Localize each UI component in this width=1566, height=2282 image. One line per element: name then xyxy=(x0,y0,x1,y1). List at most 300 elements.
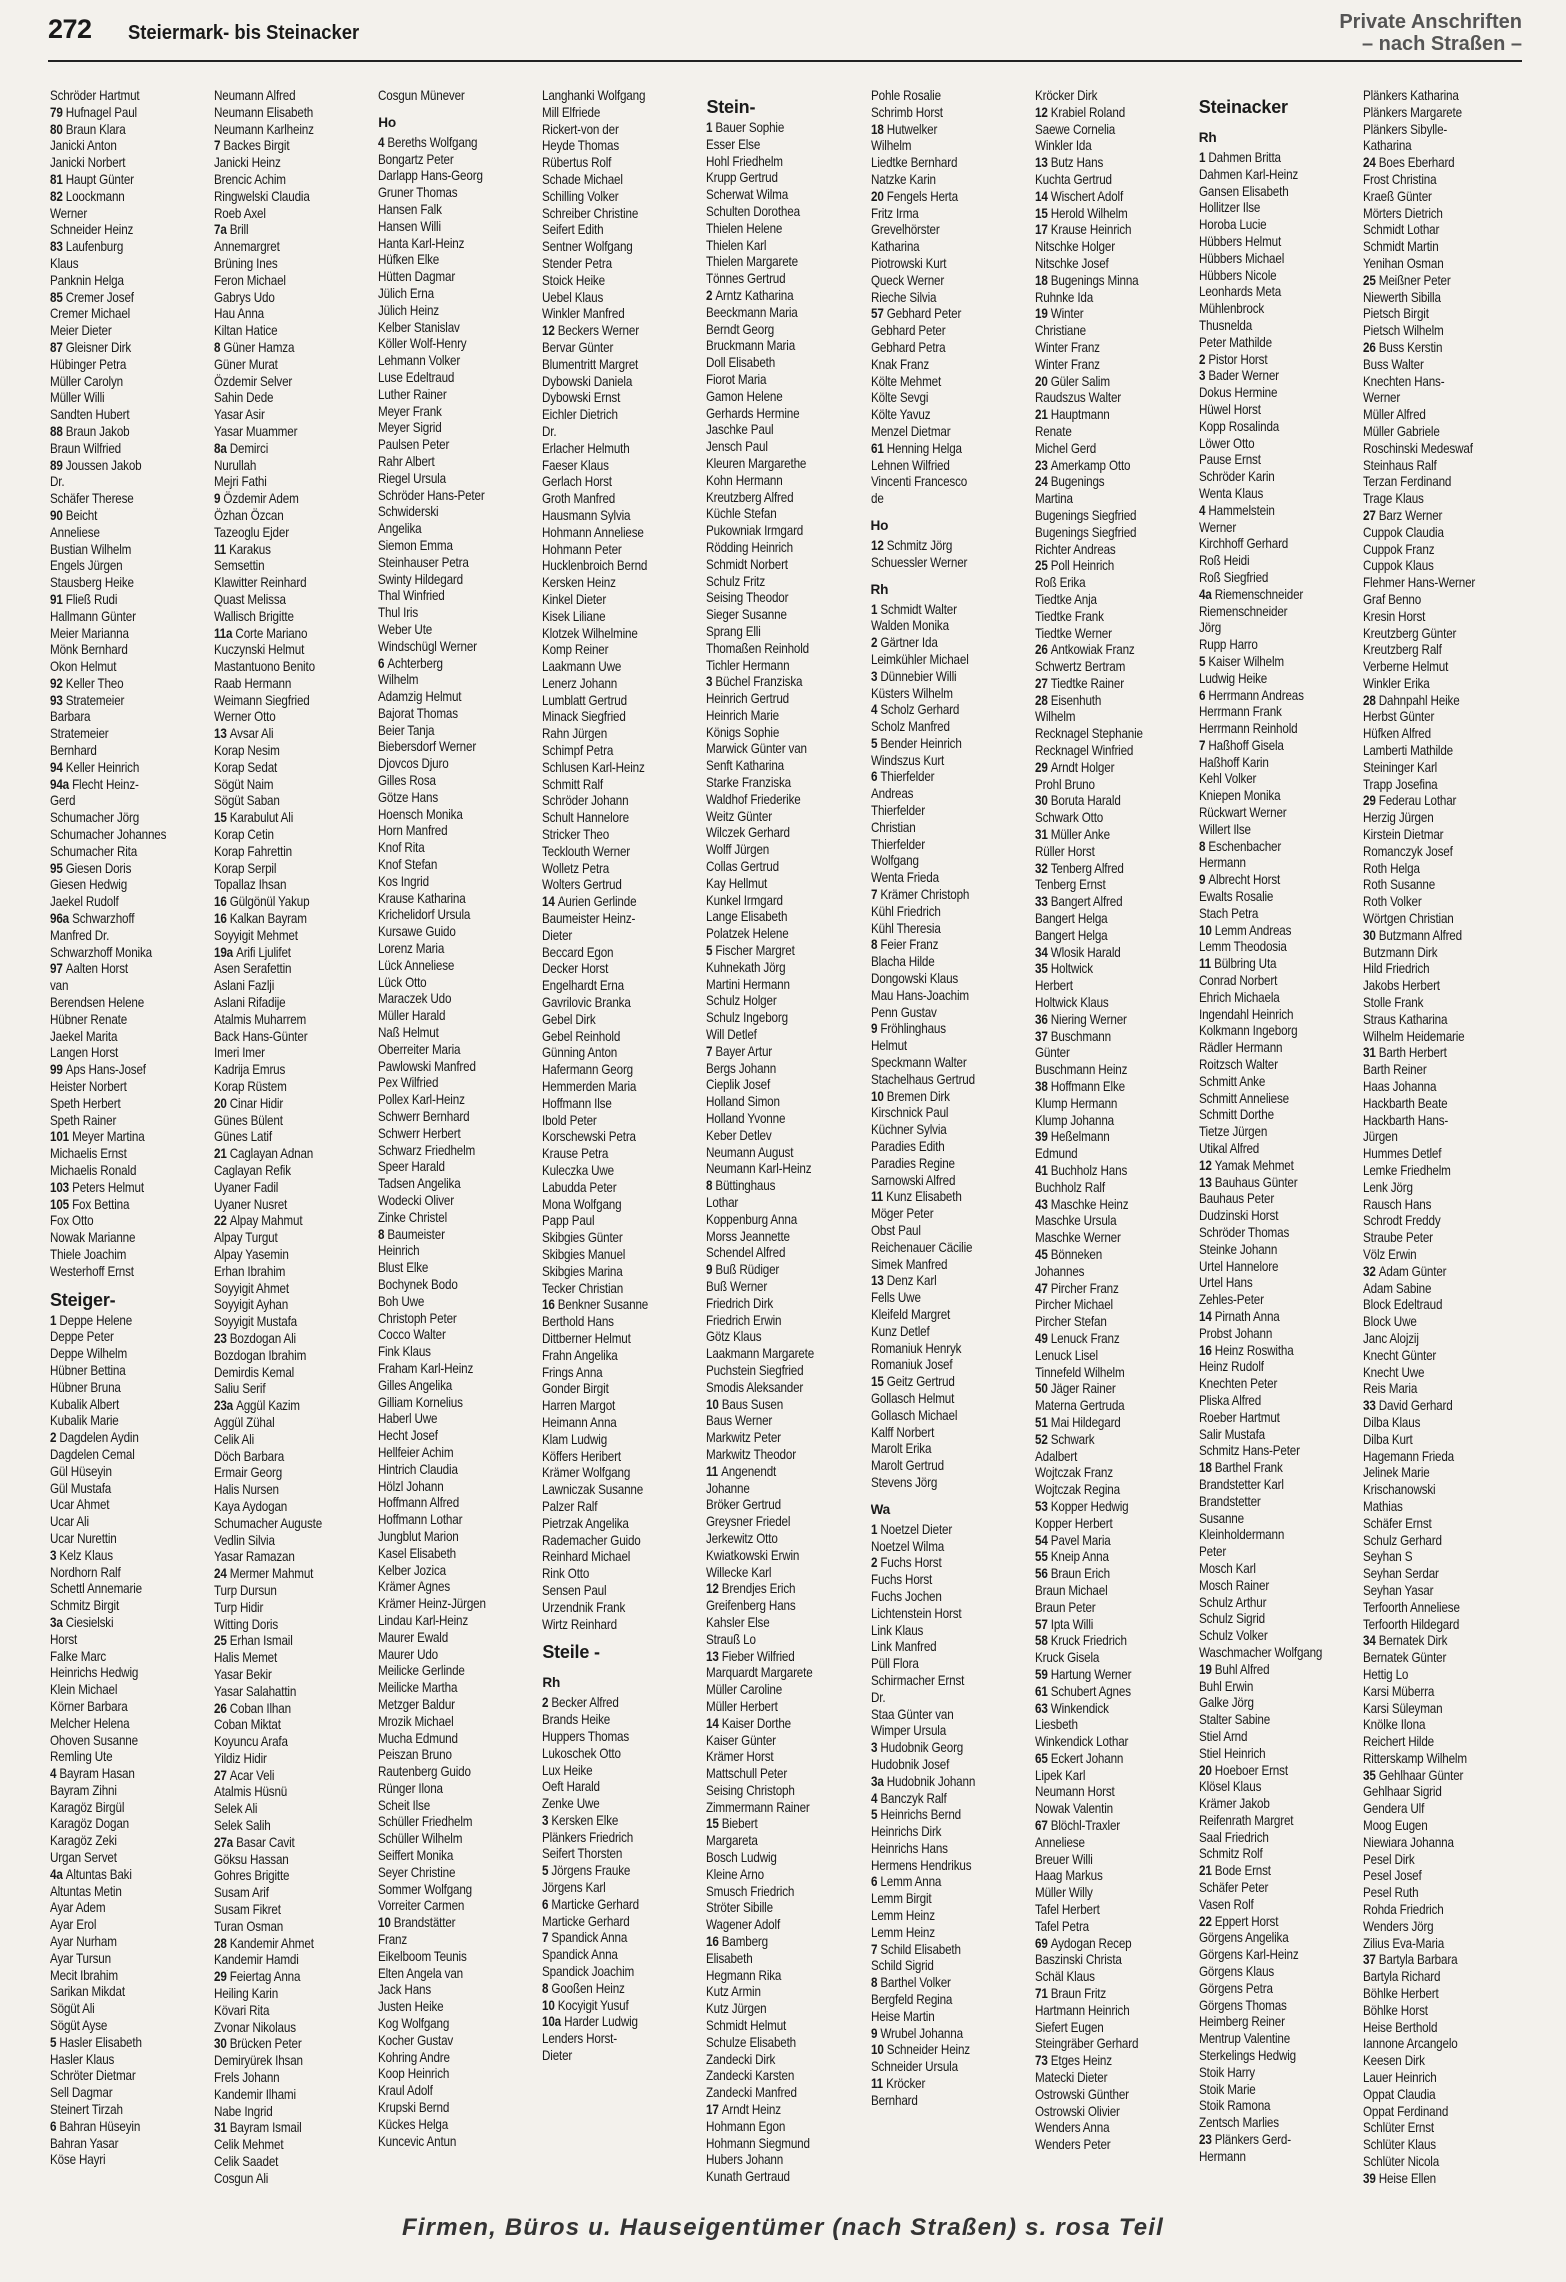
resident-entry: Haas Johanna xyxy=(1362,1079,1437,1095)
resident-entry: Bergfeld Regina xyxy=(870,1992,952,2008)
resident-entry: Kühl Theresia xyxy=(870,920,941,936)
resident-entry: Johannes xyxy=(1034,1263,1084,1279)
resident-entry: Schumacher Rita xyxy=(50,843,138,859)
resident-entry: Werner xyxy=(50,205,88,221)
resident-entry: Papp Paul xyxy=(542,1213,595,1229)
resident-entry: Frels Johann xyxy=(214,2070,280,2086)
resident-entry: Feron Michael xyxy=(214,272,286,288)
resident-entry: Mona Wolfgang xyxy=(542,1196,622,1212)
resident-entry: Aslani Rifadije xyxy=(214,995,286,1011)
district-heading: Rh xyxy=(1198,130,1217,145)
resident-entry: Franz xyxy=(378,1932,408,1948)
resident-entry: 4a Riemenschneider xyxy=(1198,586,1303,602)
resident-entry: Anneliese xyxy=(1034,1834,1085,1850)
resident-entry: Marwick Günter van xyxy=(706,741,808,757)
resident-entry: Beeckmann Maria xyxy=(706,304,799,320)
resident-entry: Heimberg Reiner xyxy=(1198,2014,1285,2030)
resident-entry: Yasar Ramazan xyxy=(214,1549,295,1565)
resident-entry: Schröder Hartmut xyxy=(50,88,140,103)
resident-entry: Sahin Dede xyxy=(214,390,274,406)
resident-entry: Wenta Klaus xyxy=(1198,485,1263,501)
resident-entry: Sentner Wolfgang xyxy=(542,239,633,255)
resident-entry: Alpay Yasemin xyxy=(214,1246,289,1262)
resident-entry: Ludwig Heike xyxy=(1198,670,1267,686)
resident-entry: Terfoorth Hildegard xyxy=(1362,1616,1460,1632)
resident-entry: Thul Iris xyxy=(378,605,419,621)
resident-entry: Krämer Jakob xyxy=(1198,1796,1270,1812)
resident-entry: Sögüt Ayse xyxy=(50,2018,108,2034)
resident-entry: Heyde Thomas xyxy=(542,138,620,154)
resident-entry: 16 Gülgönül Yakup xyxy=(214,894,310,910)
resident-entry: Lück Anneliese xyxy=(378,957,455,973)
resident-entry: Özhan Özcan xyxy=(214,507,284,523)
resident-entry: Pircher Stefan xyxy=(1034,1314,1107,1330)
resident-entry: Saliu Serif xyxy=(214,1381,266,1397)
resident-entry: Gerd xyxy=(50,793,76,809)
resident-entry: Langen Horst xyxy=(50,1045,119,1061)
resident-entry: Jörgens Karl xyxy=(542,1880,606,1896)
resident-entry: Buß Werner xyxy=(706,1278,768,1294)
resident-entry: Stach Petra xyxy=(1198,905,1258,921)
resident-entry: Mejri Fathi xyxy=(214,474,267,490)
resident-entry: Smodis Aleksander xyxy=(706,1379,804,1395)
resident-entry: Zehles-Peter xyxy=(1198,1292,1264,1308)
resident-entry: Schmitz Rolf xyxy=(1198,1846,1263,1862)
resident-entry: Schettl Annemarie xyxy=(50,1581,142,1597)
resident-entry: Seifert Edith xyxy=(542,222,604,238)
resident-entry: Roth Volker xyxy=(1362,894,1422,910)
resident-entry: 83 Laufenburg xyxy=(50,239,124,255)
resident-entry: Schwertz Bertram xyxy=(1034,659,1125,675)
resident-entry: Ostrowski Günther xyxy=(1034,2086,1129,2102)
resident-entry: 14 Kaiser Dorthe xyxy=(706,1715,792,1731)
directory-column xyxy=(542,88,704,2188)
resident-entry: Pohle Rosalie xyxy=(870,88,941,103)
resident-entry: Gehlhaar Sigrid xyxy=(1362,1784,1442,1800)
resident-entry: Zandecki Karsten xyxy=(706,2068,795,2084)
resident-entry: Roeb Axel xyxy=(214,205,266,221)
resident-entry: Annemargret xyxy=(214,239,280,255)
resident-entry: Kahsler Else xyxy=(706,1614,771,1630)
resident-entry: Schlüter Ernst xyxy=(1362,2120,1434,2136)
resident-entry: Cocco Walter xyxy=(378,1327,446,1343)
resident-entry: Müller Alfred xyxy=(1362,407,1426,423)
resident-entry: Hackbarth Beate xyxy=(1362,1095,1448,1111)
resident-entry: 33 David Gerhard xyxy=(1362,1398,1453,1414)
resident-entry: Bergs Johann xyxy=(706,1060,777,1076)
resident-entry: Mönk Bernhard xyxy=(50,642,128,658)
resident-entry: 103 Peters Helmut xyxy=(50,1179,144,1195)
resident-entry: 21 Caglayan Adnan xyxy=(214,1146,314,1162)
resident-entry: Gebhard Petra xyxy=(870,339,946,355)
resident-entry: Schröder Hans-Peter xyxy=(378,487,485,503)
resident-entry: 29 Feiertag Anna xyxy=(214,1969,301,1985)
resident-entry: 4 Bereths Wolfgang xyxy=(378,134,478,150)
resident-entry: Sandten Hubert xyxy=(50,407,130,423)
resident-entry: Winter Franz xyxy=(1034,356,1100,372)
resident-entry: Lauer Heinrich xyxy=(1362,2070,1437,2086)
resident-entry: Gül Mustafa xyxy=(50,1480,112,1496)
resident-entry: Vedlin Silvia xyxy=(214,1532,275,1548)
resident-entry: Bernatek Günter xyxy=(1362,1650,1447,1666)
resident-entry: Schäfer Peter xyxy=(1198,1880,1269,1896)
resident-entry: Dybowski Daniela xyxy=(542,373,633,389)
resident-entry: Hasler Klaus xyxy=(50,2051,115,2067)
resident-entry: 11 Angenendt xyxy=(706,1463,777,1479)
resident-entry: Bozdogan Ibrahim xyxy=(214,1347,307,1363)
resident-entry: Bangert Helga xyxy=(1034,911,1108,927)
resident-entry: 93 Stratemeier xyxy=(50,692,125,708)
footer-note: Firmen, Büros u. Hauseigentümer (nach Straßen) s. rosa Teil xyxy=(401,2214,1165,2241)
resident-entry: Uyaner Fadil xyxy=(214,1179,279,1195)
resident-entry: Kutz Armin xyxy=(706,1984,762,2000)
resident-entry: Dr. xyxy=(542,423,557,439)
resident-entry: 13 Bauhaus Günter xyxy=(1198,1174,1298,1190)
resident-entry: Neumann August xyxy=(706,1144,794,1160)
resident-entry: Schmitz Hans-Peter xyxy=(1198,1443,1300,1459)
resident-entry: Müller Herbert xyxy=(706,1698,779,1714)
resident-entry: Sell Dagmar xyxy=(50,2085,113,2101)
resident-entry: Klawitter Reinhard xyxy=(214,575,307,591)
resident-entry: Krämer Horst xyxy=(706,1749,774,1765)
resident-entry: 39 Heise Ellen xyxy=(1362,2170,1436,2186)
resident-entry: Atalmis Hüsnü xyxy=(214,1784,288,1800)
resident-entry: Urtel Hannelore xyxy=(1198,1258,1279,1274)
resident-entry: Lange Elisabeth xyxy=(706,909,788,925)
resident-entry: Fraham Karl-Heinz xyxy=(378,1360,474,1376)
resident-entry: Scheit Ilse xyxy=(378,1797,431,1813)
resident-entry: Korschewski Petra xyxy=(542,1129,637,1145)
resident-entry: Johanne xyxy=(706,1480,751,1496)
resident-entry: 10 Bremen Dirk xyxy=(870,1088,950,1104)
resident-entry: Markwitz Peter xyxy=(706,1430,782,1446)
resident-entry: Thiele Joachim xyxy=(50,1246,127,1262)
resident-entry: Yasar Muammer xyxy=(214,423,298,439)
resident-entry: 54 Pavel Maria xyxy=(1034,1532,1111,1548)
resident-entry: Hollitzer Ilse xyxy=(1198,200,1261,216)
resident-entry: Topallaz Ihsan xyxy=(214,877,287,893)
resident-entry: Steinke Johann xyxy=(1198,1241,1277,1257)
resident-entry: Winkler Manfred xyxy=(542,306,625,322)
resident-entry: 55 Kneip Anna xyxy=(1034,1549,1109,1565)
resident-entry: Hucklenbroich Bernd xyxy=(542,558,648,574)
resident-entry: Salir Mustafa xyxy=(1198,1426,1265,1442)
resident-entry: Meier Dieter xyxy=(50,323,112,339)
resident-entry: Hemmerden Maria xyxy=(542,1079,637,1095)
resident-entry: 10 Lemm Andreas xyxy=(1198,922,1292,938)
resident-entry: Müller Harald xyxy=(378,1008,446,1024)
resident-entry: Küsters Wilhelm xyxy=(870,685,953,701)
resident-entry: Bernhard xyxy=(50,743,97,759)
resident-entry: Groth Manfred xyxy=(542,491,616,507)
resident-entry: Götz Klaus xyxy=(706,1329,762,1345)
resident-entry: Roth Susanne xyxy=(1362,877,1435,893)
resident-entry: Schüller Friedhelm xyxy=(378,1814,473,1830)
resident-entry: Heinrich xyxy=(378,1243,420,1259)
resident-entry: 61 Henning Helga xyxy=(870,440,962,456)
resident-entry: de xyxy=(870,491,884,507)
resident-entry: Hausmann Sylvia xyxy=(542,507,631,523)
resident-entry: Liesbeth xyxy=(1034,1717,1078,1733)
resident-entry: Berthold Hans xyxy=(542,1314,615,1330)
resident-entry: Adam Sabine xyxy=(1362,1280,1432,1296)
resident-entry: 6 Bahran Hüseyin xyxy=(50,2118,141,2134)
resident-entry: Hübner Bruna xyxy=(50,1379,121,1395)
resident-entry: Noetzel Wilma xyxy=(870,1538,944,1554)
resident-entry: Herzig Jürgen xyxy=(1362,810,1434,826)
resident-entry: Blumentritt Margret xyxy=(542,356,639,372)
resident-entry: 17 Arndt Heinz xyxy=(706,2102,782,2118)
section-label-line2: – nach Straßen – xyxy=(1361,33,1522,55)
resident-entry: Hild Friedrich xyxy=(1362,961,1430,977)
resident-entry: Dahmen Karl-Heinz xyxy=(1198,166,1298,182)
district-heading: Rh xyxy=(870,581,889,597)
resident-entry: Gamon Helene xyxy=(706,388,784,404)
resident-entry: Lenuck Lisel xyxy=(1034,1347,1098,1363)
resident-entry: Schulz Ingeborg xyxy=(706,1010,789,1026)
resident-entry: 43 Maschke Heinz xyxy=(1034,1196,1129,1212)
resident-entry: Hübbers Nicole xyxy=(1198,267,1277,283)
resident-entry: 5 Hasler Elisabeth xyxy=(50,2034,142,2050)
resident-entry: Görgens Thomas xyxy=(1198,1997,1287,2013)
resident-entry: Gilliam Kornelius xyxy=(378,1394,464,1410)
resident-entry: Gül Hüseyin xyxy=(50,1463,112,1479)
resident-entry: Lück Otto xyxy=(378,974,427,990)
resident-entry: Roß Heidi xyxy=(1198,553,1250,569)
resident-entry: 11 Karakus xyxy=(214,541,271,557)
resident-entry: Mau Hans-Joachim xyxy=(870,987,969,1003)
resident-entry: 7 Bayer Artur xyxy=(706,1043,773,1059)
resident-entry: 9 Özdemir Adem xyxy=(214,491,299,507)
resident-entry: Pircher Michael xyxy=(1034,1297,1113,1313)
resident-entry: 28 Eisenhuth xyxy=(1034,692,1101,708)
resident-entry: Koppenburg Anna xyxy=(706,1211,798,1227)
resident-entry: Rübertus Rolf xyxy=(542,155,612,171)
resident-entry: 17 Krause Heinrich xyxy=(1034,222,1132,238)
resident-entry: 52 Schwark xyxy=(1034,1431,1095,1447)
resident-entry: Bongartz Peter xyxy=(378,151,454,167)
resident-entry: 27 Acar Veli xyxy=(214,1767,275,1783)
resident-entry: 85 Cremer Josef xyxy=(50,289,134,305)
resident-entry: 50 Jäger Rainer xyxy=(1034,1381,1116,1397)
resident-entry: 19 Winter xyxy=(1034,306,1084,322)
resident-entry: Rickert-von der xyxy=(542,121,620,137)
resident-entry: Knof Rita xyxy=(378,840,425,856)
resident-entry: Cieplik Josef xyxy=(706,1077,771,1093)
section-label xyxy=(1339,11,1522,55)
resident-entry: Gilles Rosa xyxy=(378,773,437,789)
resident-entry: 1 Noetzel Dieter xyxy=(870,1521,952,1537)
resident-entry: Krause Petra xyxy=(542,1146,609,1162)
resident-entry: Prohl Bruno xyxy=(1034,776,1095,792)
resident-entry: Lipek Karl xyxy=(1034,1767,1085,1783)
resident-entry: Müller Carolyn xyxy=(50,373,123,389)
resident-entry: Böhlke Horst xyxy=(1362,2002,1428,2018)
resident-entry: Karsi Müberra xyxy=(1362,1683,1435,1699)
resident-entry: Kubalik Albert xyxy=(50,1396,120,1412)
resident-entry: Gavrilovic Branka xyxy=(542,995,632,1011)
resident-entry: Ingendahl Heinrich xyxy=(1198,1006,1294,1022)
resident-entry: Dittberner Helmut xyxy=(542,1330,632,1346)
resident-entry: 9 Wrubel Johanna xyxy=(870,2025,963,2041)
resident-entry: Thal Winfried xyxy=(378,588,445,604)
resident-entry: Haberl Uwe xyxy=(378,1411,438,1427)
street-heading: Steiger- xyxy=(50,1289,116,1310)
resident-entry: Dudzinski Horst xyxy=(1198,1208,1279,1224)
resident-entry: Link Klaus xyxy=(870,1622,923,1638)
resident-entry: Pex Wilfried xyxy=(378,1075,439,1091)
resident-entry: Yasar Bekir xyxy=(214,1666,272,1682)
resident-entry: Soyyigit Ahmet xyxy=(214,1280,290,1296)
resident-entry: Kursawe Guido xyxy=(378,924,456,940)
resident-entry: Djovcos Djuro xyxy=(378,756,449,772)
resident-entry: 7 Krämer Christoph xyxy=(870,887,969,903)
resident-entry: Wojtczak Franz xyxy=(1034,1465,1113,1481)
resident-entry: Seyhan Serdar xyxy=(1362,1566,1439,1582)
resident-entry: Jörg xyxy=(1198,620,1221,636)
resident-entry: Schilling Volker xyxy=(542,188,619,204)
resident-entry: 18 Barthel Frank xyxy=(1198,1460,1283,1476)
resident-entry: Schlusen Karl-Heinz xyxy=(542,759,645,775)
resident-entry: Skibgies Marina xyxy=(542,1263,623,1279)
resident-entry: Kuchta Gertrud xyxy=(1034,171,1112,187)
resident-entry: Niewerth Sibilla xyxy=(1362,289,1441,305)
resident-entry: Günes Latif xyxy=(214,1129,273,1145)
resident-entry: Thielen Karl xyxy=(706,237,767,253)
resident-entry: Laakmann Margarete xyxy=(706,1346,815,1362)
resident-entry: Özdemir Selver xyxy=(214,373,293,389)
resident-entry: Ewalts Rosalie xyxy=(1198,889,1274,905)
resident-entry: Waldhof Friederike xyxy=(706,791,802,807)
resident-entry: Jelinek Marie xyxy=(1362,1465,1430,1481)
resident-entry: Wörtgen Christian xyxy=(1362,911,1454,927)
resident-entry: Steingräber Gerhard xyxy=(1034,2036,1138,2052)
resident-entry: Walden Monika xyxy=(870,618,949,634)
resident-entry: Schreiber Christine xyxy=(542,205,639,221)
resident-entry: Greysner Friedel xyxy=(706,1514,791,1530)
resident-entry: 71 Braun Fritz xyxy=(1034,1986,1106,2002)
resident-entry: 1 Dahmen Britta xyxy=(1198,150,1281,165)
resident-entry: Edmund xyxy=(1034,1146,1078,1162)
resident-entry: 31 Bayram Ismail xyxy=(214,2120,302,2136)
resident-entry: Heinrichs Hedwig xyxy=(50,1665,139,1681)
resident-entry: 6 Lemm Anna xyxy=(870,1874,941,1890)
resident-entry: 35 Gehlhaar Günter xyxy=(1362,1767,1464,1783)
resident-entry: Wolletz Petra xyxy=(542,860,610,876)
resident-entry: Deppe Wilhelm xyxy=(50,1346,128,1362)
resident-entry: Seyer Christine xyxy=(378,1864,456,1880)
resident-entry: Rädler Hermann xyxy=(1198,1040,1283,1056)
resident-entry: Gollasch Michael xyxy=(870,1407,957,1423)
resident-entry: Zvonar Nikolaus xyxy=(214,2019,296,2035)
resident-entry: Zandecki Dirk xyxy=(706,2051,776,2067)
resident-entry: Uyaner Nusret xyxy=(214,1196,288,1212)
district-heading: Ho xyxy=(870,517,889,533)
resident-entry: Saal Friedrich xyxy=(1198,1829,1269,1845)
resident-entry: Fink Klaus xyxy=(378,1344,432,1360)
resident-entry: Yasar Asir xyxy=(214,407,265,423)
resident-entry: Stiel Arnd xyxy=(1198,1728,1248,1744)
resident-entry: Piotrowski Kurt xyxy=(870,255,946,271)
resident-entry: Lemm Heinz xyxy=(870,1924,935,1940)
resident-entry: 28 Kandemir Ahmet xyxy=(214,1935,314,1951)
resident-entry: 4 Bayram Hasan xyxy=(50,1766,135,1782)
resident-entry: Schwark Otto xyxy=(1034,810,1103,826)
resident-entry: Turp Hidir xyxy=(214,1599,264,1615)
resident-entry: Gerhards Hermine xyxy=(706,405,800,421)
resident-entry: Herrmann Reinhold xyxy=(1198,721,1298,737)
resident-entry: Giesen Hedwig xyxy=(50,877,128,893)
resident-entry: 15 Karabulut Ali xyxy=(214,810,294,826)
resident-entry: Wilhelm xyxy=(1034,709,1076,725)
resident-entry: Dagdelen Cemal xyxy=(50,1446,135,1462)
resident-entry: Möger Peter xyxy=(870,1206,933,1222)
resident-entry: 36 Niering Werner xyxy=(1034,1011,1127,1027)
resident-entry: Keber Detlev xyxy=(706,1127,772,1143)
resident-entry: Polatzek Helene xyxy=(706,926,789,942)
resident-entry: Koyuncu Arafa xyxy=(214,1734,288,1750)
resident-entry: Swinty Hildegard xyxy=(378,571,464,587)
resident-entry: Lawniczak Susanne xyxy=(542,1482,644,1498)
resident-entry: Zimmermann Rainer xyxy=(706,1799,811,1815)
resident-entry: Wilczek Gerhard xyxy=(706,825,791,841)
resident-entry: 9 Albrecht Horst xyxy=(1198,872,1280,888)
resident-entry: Müller Willi xyxy=(50,390,105,406)
resident-entry: Schulz Volker xyxy=(1198,1628,1268,1644)
resident-entry: 79 Hufnagel Paul xyxy=(50,104,137,120)
resident-entry: Sensen Paul xyxy=(542,1582,607,1598)
resident-entry: 14 Pirnath Anna xyxy=(1198,1308,1280,1324)
resident-entry: Flehmer Hans-Werner xyxy=(1362,575,1476,591)
resident-entry: 20 Hoeboer Ernst xyxy=(1198,1762,1288,1778)
resident-entry: Dokus Hermine xyxy=(1198,385,1278,401)
resident-entry: 94 Keller Heinrich xyxy=(50,759,140,775)
resident-entry: Urtel Hans xyxy=(1198,1275,1253,1291)
resident-entry: Mastantuono Benito xyxy=(214,659,316,675)
resident-entry: Engelhardt Erna xyxy=(542,978,625,994)
resident-entry: Kasel Elisabeth xyxy=(378,1545,457,1561)
resident-entry: Tichler Hermann xyxy=(706,657,790,673)
resident-entry: Kohn Hermann xyxy=(706,472,784,488)
resident-entry: Siefert Eugen xyxy=(1034,2019,1104,2035)
resident-entry: Hohmann Peter xyxy=(542,541,622,557)
resident-entry: Celik Saadet xyxy=(214,2154,279,2170)
resident-entry: Boh Uwe xyxy=(378,1293,425,1309)
resident-entry: Rödding Heinrich xyxy=(706,539,794,555)
resident-entry: Hübner Bettina xyxy=(50,1362,126,1378)
resident-entry: Hölzl Johann xyxy=(378,1478,444,1494)
resident-entry: 31 Barth Herbert xyxy=(1362,1045,1447,1061)
resident-entry: Tafel Herbert xyxy=(1034,1902,1100,1918)
resident-entry: Janicki Heinz xyxy=(214,155,281,171)
resident-entry: Holtwick Klaus xyxy=(1034,995,1109,1011)
street-heading: Steinacker xyxy=(1198,97,1288,117)
resident-entry: Schwiderski xyxy=(378,504,439,520)
resident-entry: Meier Marianna xyxy=(50,625,129,641)
resident-entry: Schmitt Anke xyxy=(1198,1073,1265,1089)
resident-entry: 3a Ciesielski xyxy=(50,1614,114,1630)
resident-entry: Siemon Emma xyxy=(378,537,453,553)
resident-entry: Bugenings Siegfried xyxy=(1034,524,1137,540)
resident-entry: Alpay Turgut xyxy=(214,1230,278,1246)
resident-entry: Ayar Tursun xyxy=(50,1950,111,1966)
resident-entry: Melcher Helena xyxy=(50,1715,130,1731)
resident-entry: Pietsch Wilhelm xyxy=(1362,323,1444,339)
resident-entry: Horn Manfred xyxy=(378,823,448,839)
resident-entry: Maschke Werner xyxy=(1034,1230,1121,1246)
resident-entry: Leimkühler Michael xyxy=(870,651,969,667)
resident-entry: Rückwart Werner xyxy=(1198,805,1287,821)
